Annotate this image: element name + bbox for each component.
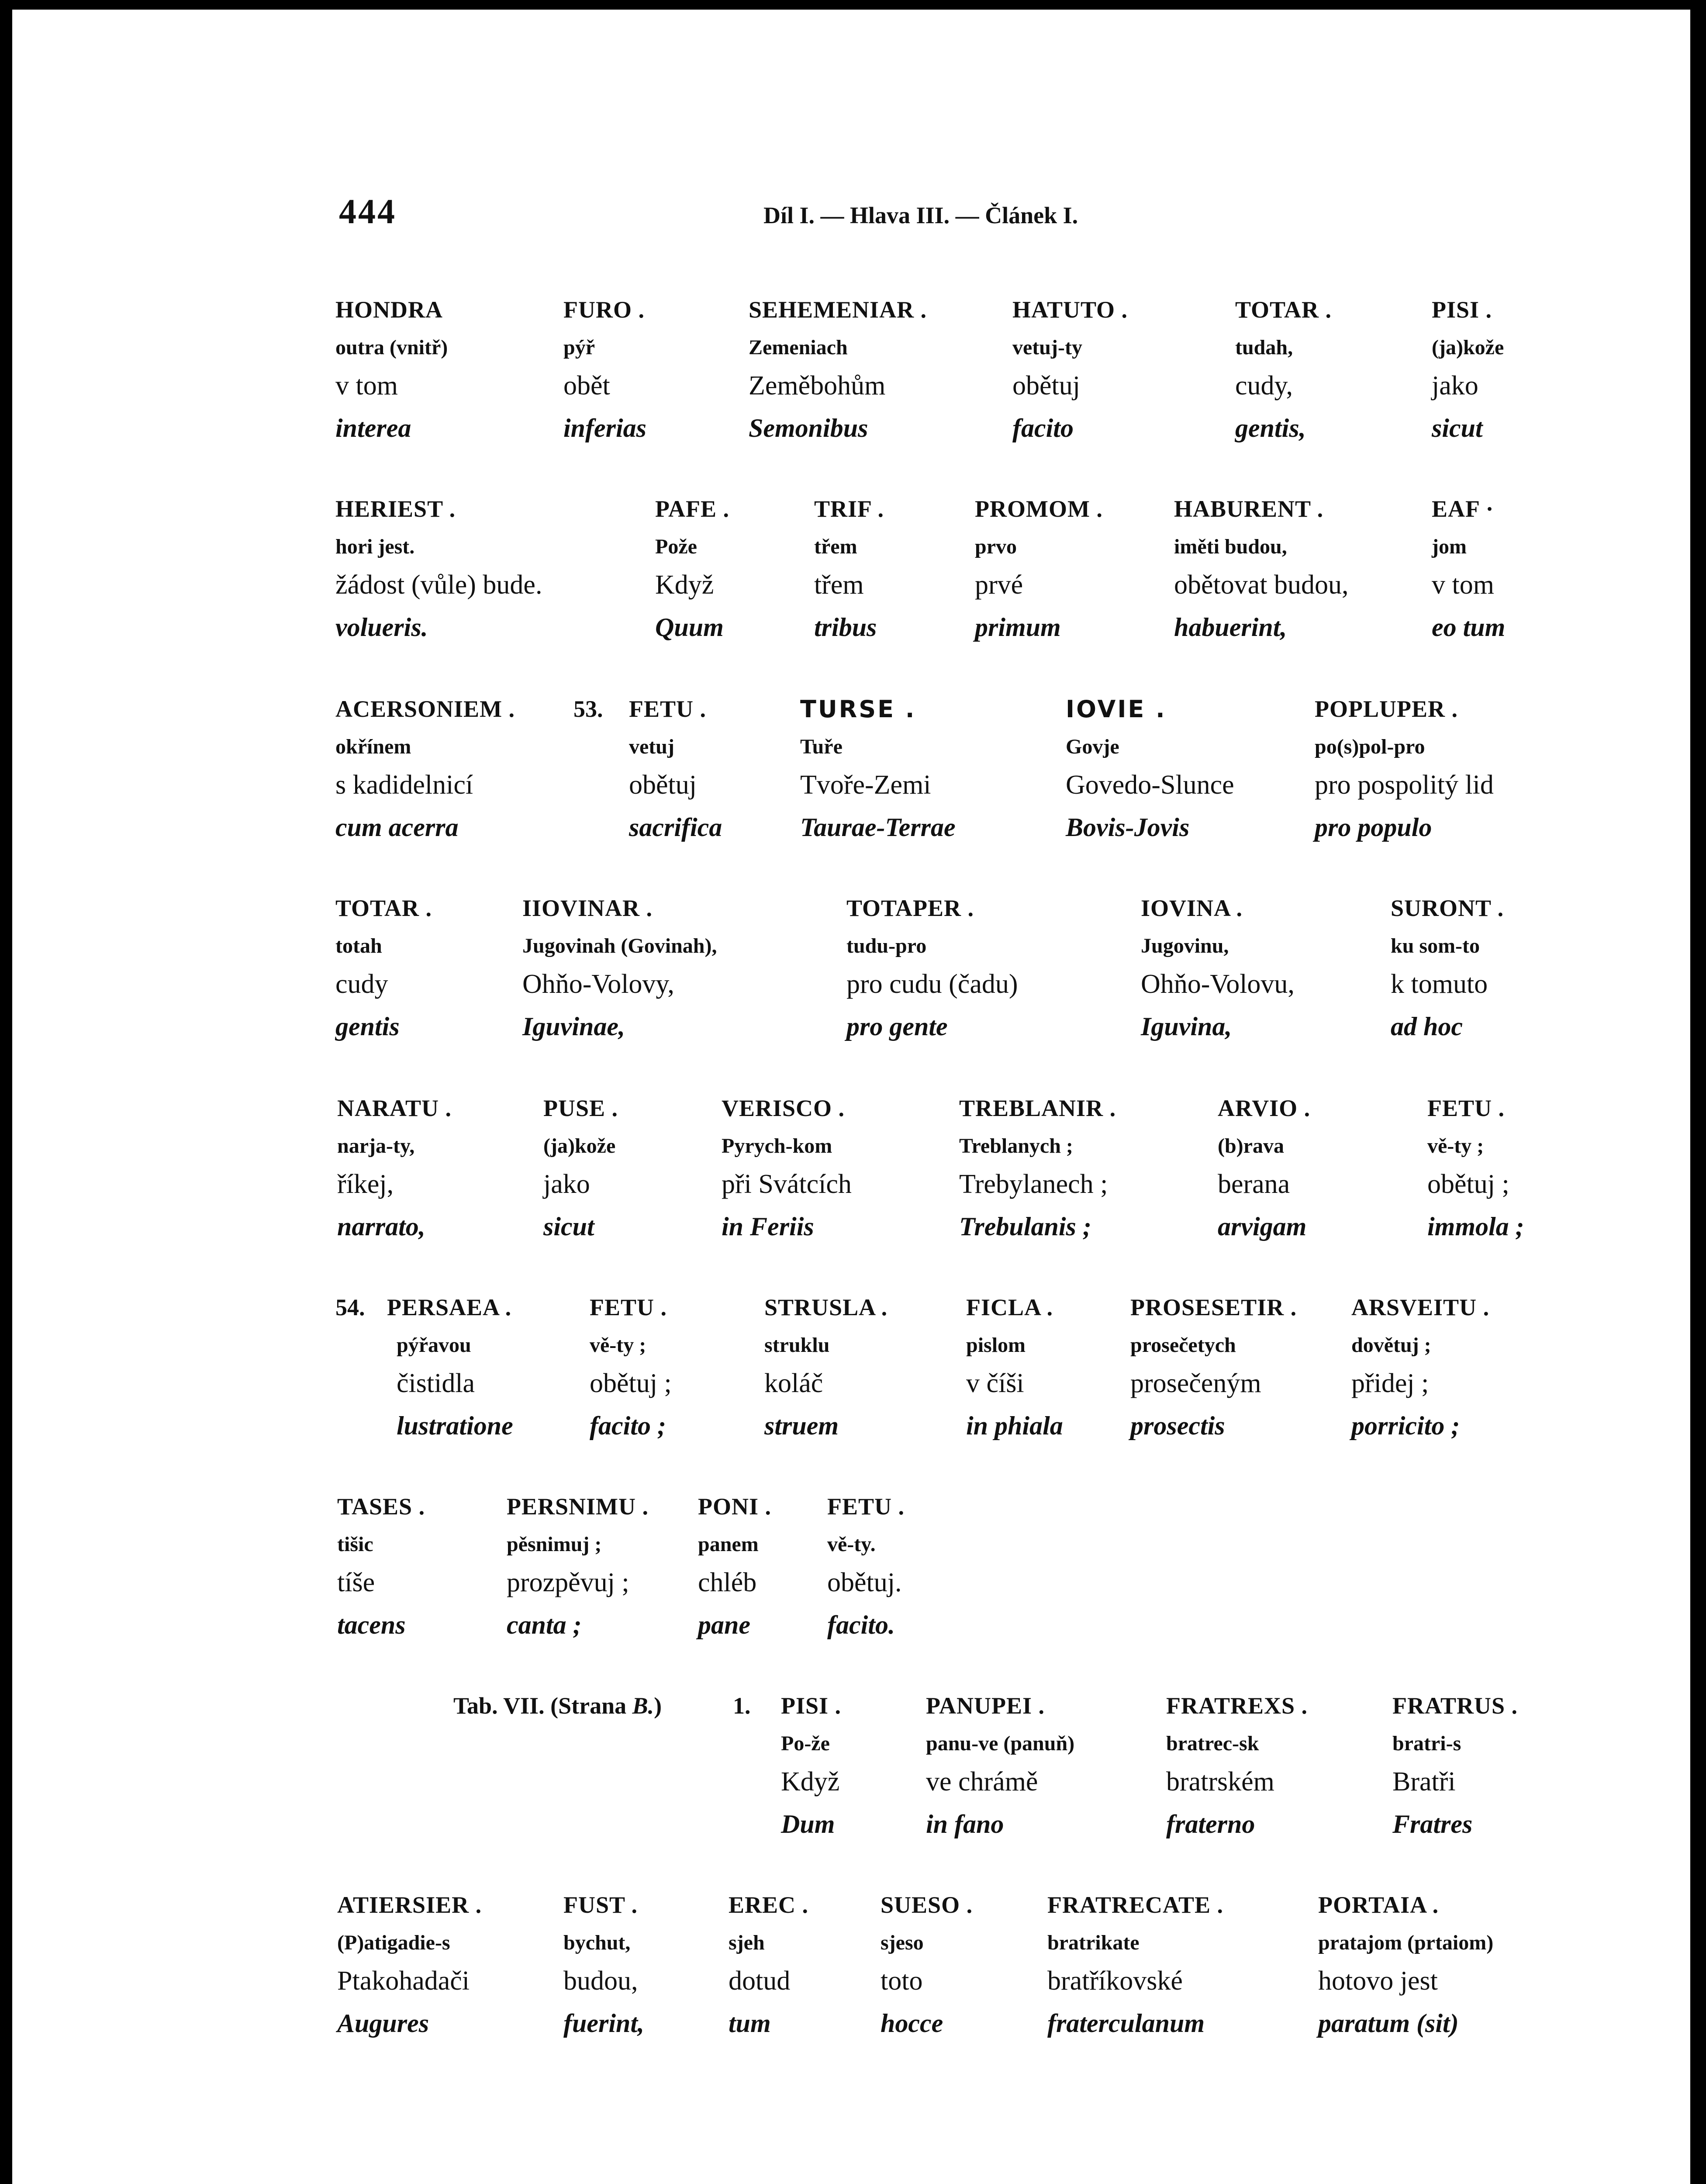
umbrian-word: PERSAEA . (387, 1294, 512, 1320)
czech-translation: koláč (764, 1368, 823, 1398)
czech-translation: žádost (vůle) bude. (335, 570, 542, 600)
czech-translation: cudy, (1235, 371, 1293, 401)
latin-translation: Quum (655, 613, 724, 642)
umbrian-word: HATUTO . (1012, 297, 1128, 323)
latin-translation: immola ; (1427, 1212, 1524, 1241)
czech-translation: Bratři (1392, 1767, 1456, 1797)
latin-translation: gentis (335, 1012, 400, 1041)
latin-translation: Taurae-Terrae (800, 813, 956, 842)
umbrian-word: VERISCO . (722, 1095, 845, 1121)
czech-translation: k tomuto (1391, 969, 1488, 999)
umbrian-word: PONI . (698, 1493, 771, 1520)
umbrian-word: SURONT . (1391, 895, 1504, 921)
czech-translation: berana (1218, 1169, 1290, 1199)
slavic-gloss: Govje (1066, 735, 1119, 758)
umbrian-word: FETU . (827, 1493, 905, 1520)
czech-translation: při Svátcích (722, 1169, 852, 1199)
slavic-gloss: bychut, (563, 1931, 631, 1954)
slavic-gloss: panem (698, 1533, 759, 1556)
slavic-gloss: hori jest. (335, 535, 415, 558)
latin-translation: Bovis-Jovis (1066, 813, 1190, 842)
slavic-gloss: Jugovinu, (1141, 934, 1229, 957)
umbrian-word: PAFE . (655, 496, 729, 522)
czech-translation: přidej ; (1351, 1368, 1429, 1398)
latin-translation: sacrifica (629, 813, 722, 842)
czech-translation: pro cudu (čadu) (846, 969, 1018, 999)
umbrian-word: STRUSLA . (764, 1294, 888, 1320)
slavic-gloss: outra (vnitř) (335, 336, 448, 359)
slavic-gloss: (P)atigadie-s (337, 1931, 450, 1954)
page-number: 444 (339, 193, 397, 231)
latin-translation: in fano (926, 1810, 1004, 1838)
slavic-gloss: jom (1432, 535, 1467, 558)
czech-translation: Tvoře-Zemi (800, 770, 931, 800)
czech-translation: bratrském (1166, 1767, 1274, 1797)
slavic-gloss: (ja)kože (1432, 336, 1504, 359)
running-title: Díl I. — Hlava III. — Článek I. (763, 202, 1078, 228)
latin-translation: habuerint, (1174, 613, 1287, 642)
slavic-gloss: okřínem (335, 735, 411, 758)
czech-translation: říkej, (337, 1169, 394, 1199)
slavic-gloss: Po-že (781, 1732, 830, 1755)
latin-translation: canta ; (507, 1610, 582, 1639)
latin-translation: Augures (337, 2009, 429, 2038)
umbrian-word: FETU . (629, 696, 707, 722)
umbrian-word: PORTAIA . (1318, 1892, 1439, 1918)
umbrian-word: EAF · (1432, 496, 1494, 522)
table-ref-suffix: ) (654, 1693, 662, 1719)
latin-translation: struem (764, 1411, 839, 1440)
latin-translation: pane (698, 1610, 750, 1639)
slavic-gloss: tišic (337, 1533, 373, 1556)
umbrian-word: TOTAR . (1235, 297, 1332, 323)
slavic-gloss: (b)rava (1218, 1134, 1284, 1158)
slavic-gloss: narja-ty, (337, 1134, 415, 1158)
czech-translation: v tom (1432, 570, 1494, 600)
umbrian-word: FRATRUS . (1392, 1693, 1518, 1719)
slavic-gloss: panu-ve (panuň) (926, 1732, 1075, 1755)
czech-translation: chléb (698, 1568, 757, 1597)
latin-translation: facito (1012, 414, 1074, 442)
slavic-gloss: pratajom (prtaiom) (1318, 1931, 1494, 1954)
umbrian-word: PUSE . (543, 1095, 618, 1121)
czech-translation: pro pospolitý lid (1315, 770, 1494, 800)
umbrian-word: ARSVEITU . (1351, 1294, 1490, 1320)
slavic-gloss: iměti budou, (1174, 535, 1287, 558)
slavic-gloss: vě-ty. (827, 1533, 876, 1556)
latin-translation: paratum (sit) (1318, 2009, 1459, 2038)
czech-translation: obětuj. (827, 1568, 902, 1597)
latin-translation: pro gente (846, 1012, 948, 1041)
slavic-gloss: pýř (563, 336, 595, 359)
czech-translation: obětuj ; (590, 1368, 672, 1398)
latin-translation: Dum (781, 1810, 835, 1838)
czech-translation: s kadidelnicí (335, 770, 473, 800)
latin-translation: inferias (563, 414, 647, 442)
czech-translation: prvé (975, 570, 1023, 600)
line-number: 1. (733, 1693, 751, 1719)
czech-translation: ve chrámě (926, 1767, 1038, 1797)
umbrian-word: HABURENT . (1174, 496, 1324, 522)
latin-translation: hocce (881, 2009, 943, 2038)
table-reference (453, 1692, 662, 1719)
latin-translation: narrato, (337, 1212, 425, 1241)
umbrian-word: FICLA . (966, 1294, 1053, 1320)
umbrian-word: NARATU . (337, 1095, 452, 1121)
umbrian-word: PERSNIMU . (507, 1493, 649, 1520)
czech-translation: čistidla (397, 1368, 475, 1398)
umbrian-word: FRATRECATE . (1047, 1892, 1224, 1918)
umbrian-word: TURSE . (800, 695, 916, 723)
czech-translation: obět (563, 371, 610, 401)
latin-translation: Iguvinae, (522, 1012, 625, 1041)
czech-translation: cudy (335, 969, 388, 999)
latin-translation: Semonibus (749, 414, 868, 442)
umbrian-word: FURO . (563, 297, 645, 323)
czech-translation: v tom (335, 371, 398, 401)
slavic-gloss: prvo (975, 535, 1017, 558)
slavic-gloss: Treblanych ; (959, 1134, 1073, 1158)
umbrian-word: IOVIE . (1066, 695, 1167, 723)
latin-translation: Iguvina, (1141, 1012, 1232, 1041)
latin-translation: facito ; (590, 1411, 666, 1440)
czech-translation: Ptakohadači (337, 1966, 470, 1996)
umbrian-word: ACERSONIEM . (335, 696, 515, 722)
czech-translation: prozpěvuj ; (507, 1568, 629, 1597)
umbrian-word: PROMOM . (975, 496, 1103, 522)
latin-translation: pro populo (1315, 813, 1432, 842)
slavic-gloss: vetuj-ty (1012, 336, 1082, 359)
umbrian-word: PISI . (781, 1693, 842, 1719)
slavic-gloss: tudah, (1235, 336, 1293, 359)
line-number: 53. (573, 696, 603, 722)
line-number: 54. (335, 1294, 365, 1320)
slavic-gloss: třem (814, 535, 857, 558)
latin-translation: tacens (337, 1610, 406, 1639)
slavic-gloss: ku som-to (1391, 934, 1480, 957)
slavic-gloss: bratri-s (1392, 1732, 1461, 1755)
czech-translation: Ohňo-Volovy, (522, 969, 674, 999)
czech-translation: v číši (966, 1368, 1024, 1398)
latin-translation: volueris. (335, 613, 428, 642)
czech-translation: tíše (337, 1568, 375, 1597)
latin-translation: fraterno (1166, 1810, 1255, 1838)
latin-translation: ad hoc (1391, 1012, 1463, 1041)
table-ref-prefix: Tab. VII. (Strana (453, 1693, 632, 1719)
umbrian-word: EREC . (729, 1892, 809, 1918)
latin-translation: cum acerra (335, 813, 459, 842)
czech-translation: obětuj (629, 770, 697, 800)
latin-translation: prosectis (1130, 1411, 1225, 1440)
latin-translation: porricito ; (1351, 1411, 1460, 1440)
umbrian-word: PROSESETIR . (1130, 1294, 1297, 1320)
table-ref-side: B. (632, 1693, 654, 1719)
latin-translation: gentis, (1235, 414, 1306, 442)
slavic-gloss: Pyrych-kom (722, 1134, 832, 1158)
document-page (12, 10, 1690, 2184)
slavic-gloss: tudu-pro (846, 934, 927, 957)
latin-translation: fuerint, (563, 2009, 645, 2038)
latin-translation: Fratres (1392, 1810, 1473, 1838)
slavic-gloss: totah (335, 934, 382, 957)
umbrian-word: SEHEMENIAR . (749, 297, 927, 323)
slavic-gloss: pěsnimuj ; (507, 1533, 602, 1556)
umbrian-word: HERIEST . (335, 496, 456, 522)
umbrian-word: IIOVINAR . (522, 895, 653, 921)
czech-translation: Když (655, 570, 714, 600)
czech-translation: dotud (729, 1966, 791, 1996)
slavic-gloss: struklu (764, 1334, 830, 1357)
umbrian-word: IOVINA . (1141, 895, 1243, 921)
latin-translation: tum (729, 2009, 771, 2038)
slavic-gloss: vetuj (629, 735, 674, 758)
umbrian-word: ATIERSIER . (337, 1892, 482, 1918)
slavic-gloss: Pože (655, 535, 697, 558)
slavic-gloss: po(s)pol-pro (1315, 735, 1425, 758)
umbrian-word: POPLUPER . (1315, 696, 1458, 722)
umbrian-word: TOTAR . (335, 895, 432, 921)
umbrian-word: SUESO . (881, 1892, 973, 1918)
slavic-gloss: pislom (966, 1334, 1026, 1357)
umbrian-word: TRIF . (814, 496, 884, 522)
czech-translation: hotovo jest (1318, 1966, 1438, 1996)
latin-translation: in Feriis (722, 1212, 814, 1241)
slavic-gloss: bratrikate (1047, 1931, 1140, 1954)
czech-translation: obětuj (1012, 371, 1080, 401)
slavic-gloss: vě-ty ; (1427, 1134, 1484, 1158)
latin-translation: in phiala (966, 1411, 1063, 1440)
latin-translation: fraterculanum (1047, 2009, 1205, 2038)
latin-translation: interea (335, 414, 411, 442)
slavic-gloss: sjeso (881, 1931, 924, 1954)
umbrian-word: ARVIO . (1218, 1095, 1311, 1121)
latin-translation: sicut (1432, 414, 1483, 442)
czech-translation: Ohňo-Volovu, (1141, 969, 1295, 999)
czech-translation: obětovat budou, (1174, 570, 1349, 600)
slavic-gloss: (ja)kože (543, 1134, 616, 1158)
czech-translation: jako (1432, 371, 1478, 401)
slavic-gloss: bratrec-sk (1166, 1732, 1259, 1755)
latin-translation: arvigam (1218, 1212, 1307, 1241)
czech-translation: toto (881, 1966, 923, 1996)
czech-translation: Govedo-Slunce (1066, 770, 1234, 800)
umbrian-word: PISI . (1432, 297, 1492, 323)
umbrian-word: PANUPEI . (926, 1693, 1045, 1719)
czech-translation: bratříkovské (1047, 1966, 1183, 1996)
czech-translation: Zeměbohům (749, 371, 886, 401)
slavic-gloss: prosečetych (1130, 1334, 1236, 1357)
umbrian-word: TREBLANIR . (959, 1095, 1116, 1121)
latin-translation: sicut (543, 1212, 594, 1241)
umbrian-word: FETU . (590, 1294, 667, 1320)
czech-translation: třem (814, 570, 864, 600)
slavic-gloss: Zemeniach (749, 336, 848, 359)
slavic-gloss: pýřavou (397, 1334, 471, 1357)
czech-translation: Trebylanech ; (959, 1169, 1108, 1199)
umbrian-word: FETU . (1427, 1095, 1505, 1121)
czech-translation: jako (543, 1169, 590, 1199)
czech-translation: Když (781, 1767, 840, 1797)
latin-translation: primum (975, 613, 1061, 642)
latin-translation: facito. (827, 1610, 895, 1639)
umbrian-word: FUST . (563, 1892, 638, 1918)
slavic-gloss: Tuře (800, 735, 843, 758)
umbrian-word: FRATREXS . (1166, 1693, 1308, 1719)
slavic-gloss: Jugovinah (Govinah), (522, 934, 717, 957)
umbrian-word: HONDRA (335, 297, 443, 323)
latin-translation: eo tum (1432, 613, 1506, 642)
slavic-gloss: vě-ty ; (590, 1334, 646, 1357)
umbrian-word: TASES . (337, 1493, 425, 1520)
czech-translation: budou, (563, 1966, 638, 1996)
czech-translation: obětuj ; (1427, 1169, 1509, 1199)
slavic-gloss: sjeh (729, 1931, 765, 1954)
czech-translation: prosečeným (1130, 1368, 1261, 1398)
latin-translation: tribus (814, 613, 877, 642)
latin-translation: Trebulanis ; (959, 1212, 1091, 1241)
umbrian-word: TOTAPER . (846, 895, 974, 921)
slavic-gloss: dovětuj ; (1351, 1334, 1431, 1357)
latin-translation: lustratione (397, 1411, 513, 1440)
